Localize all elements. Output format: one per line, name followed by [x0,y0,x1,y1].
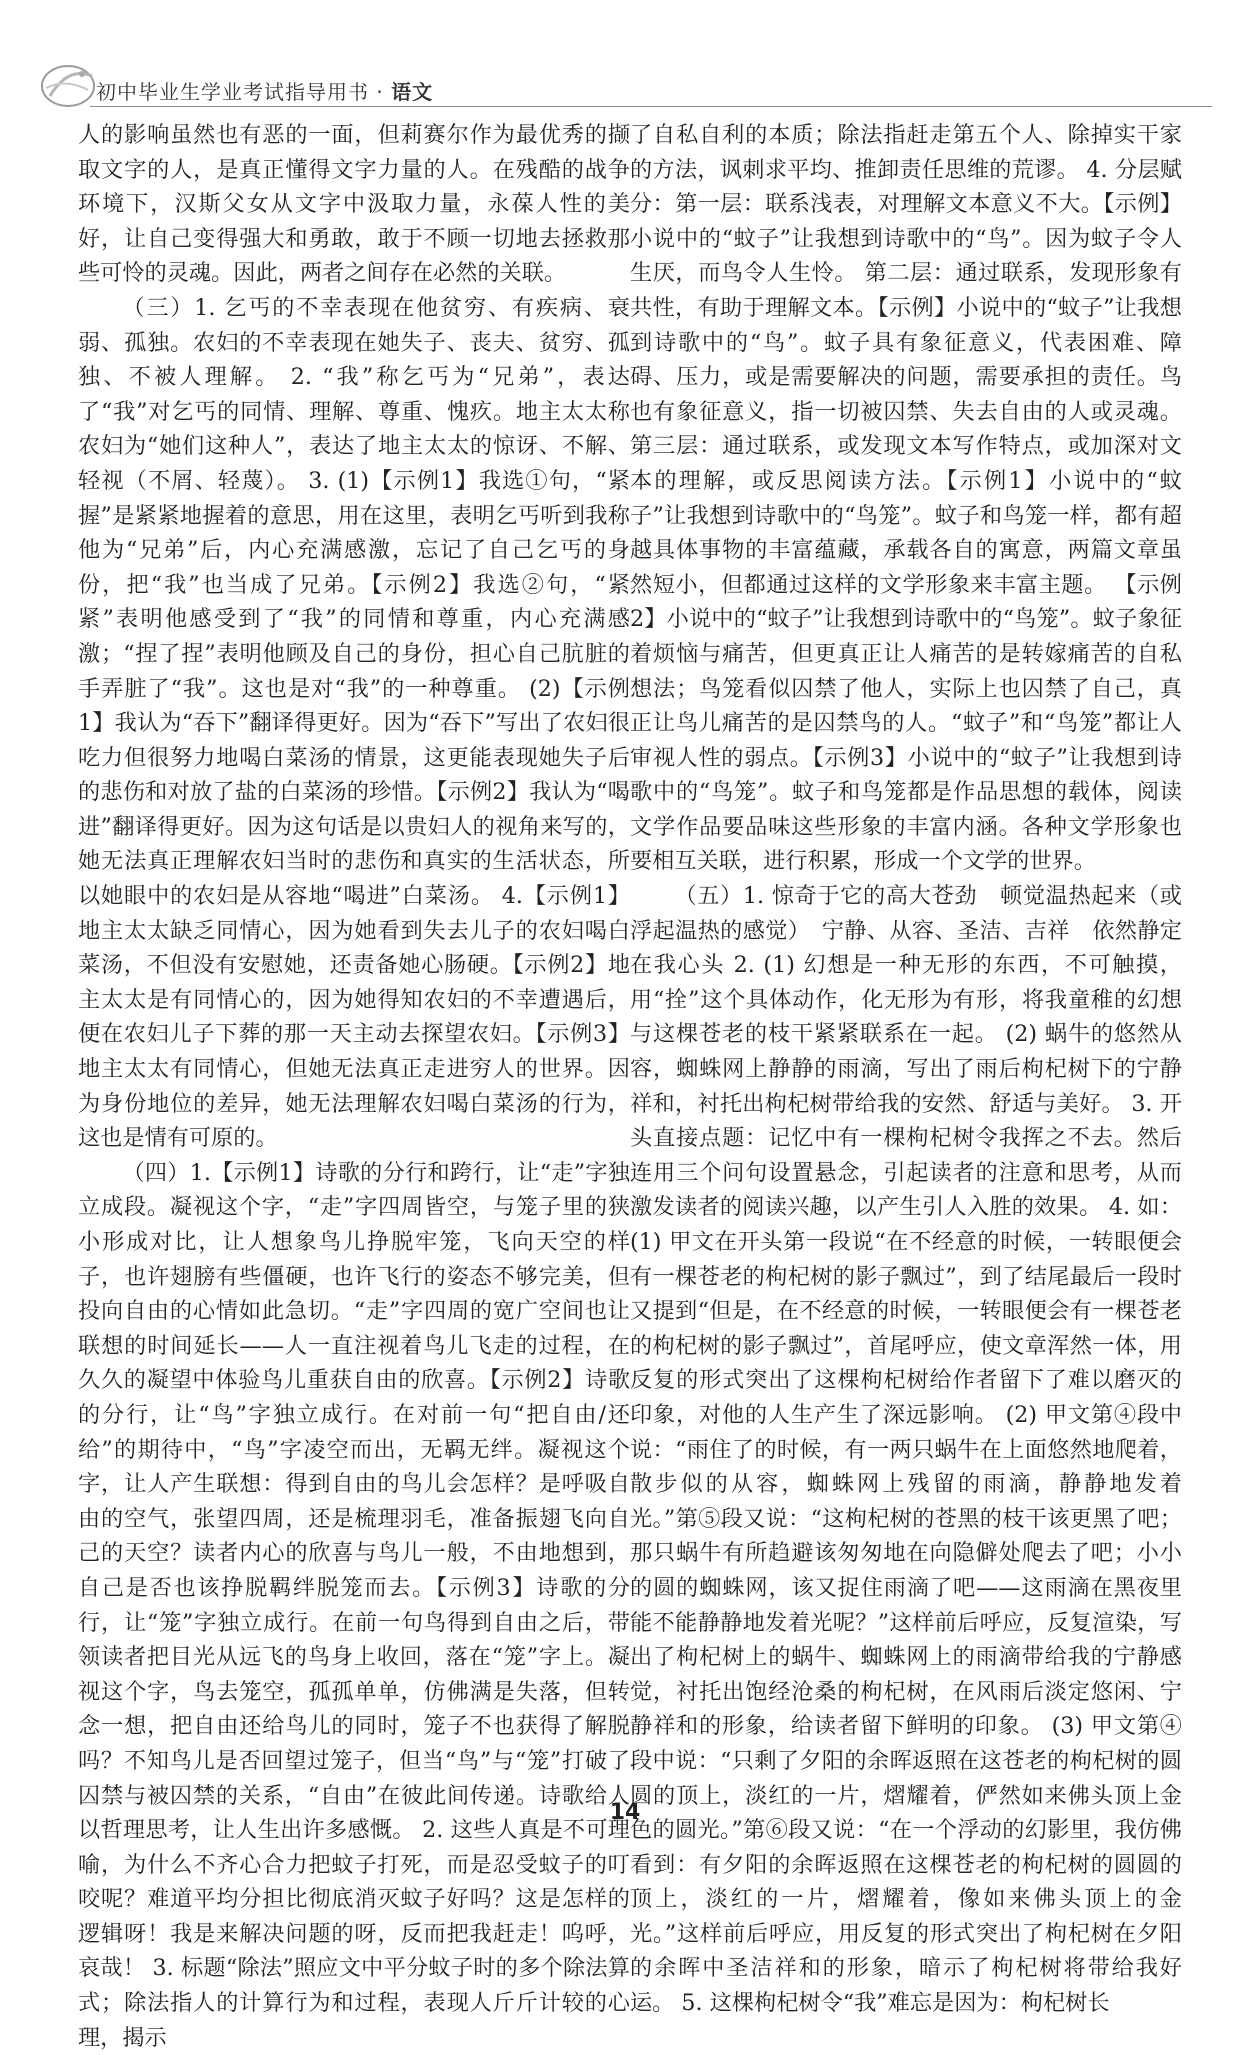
page-header [38,64,1212,110]
book-logo-icon [38,58,104,112]
paragraph: 了自私自利的本质；除法指赶走第五个人、除掉实干家的方法，讽刺求平均、推卸责任思维的荒谬。 4. 分层赋分：第一层：联系浅表，对理解文本意义不大。【示例】小说中的“蚊子”让我想到诗歌中的“鸟”。因为蚊子令人生厌，而鸟令人生怜。 第二层：通过联系，发现形象有共性，有助于理解文本。【示例】小说中的“蚊子”让我想到诗歌中的“鸟”。蚊子具有象征意义，代表困难、障碍、压力，或是需要解决的问题，需要承担的责任。鸟也有象征意义，指一切被囚禁、失去自由的人或灵魂。第三层：通过联系，或发现文本写作特点，或加深对文本的理解，或反思阅读方法。【示例1】小说中的“蚊子”让我想到诗歌中的“鸟笼”。蚊子和鸟笼一样，都有超越具体事物的丰富蕴藏，承载各自的寓意，两篇文章虽然短小，但都通过这样的文学形象来丰富主题。 【示例2】小说中的“蚊子”让我想到诗歌中的“鸟笼”。蚊子象征着烦恼与痛苦，但更真正让人痛苦的是转嫁痛苦的自私想法；鸟笼看似囚禁了他人，实际上也囚禁了自己，真正让鸟儿痛苦的是囚禁鸟的人。“蚊子”和“鸟笼”都让人审视人性的弱点。【示例3】小说中的“蚊子”让我想到诗歌中的“鸟笼”。蚊子和鸟笼都是作品思想的载体，阅读文学作品要品味这些形象的丰富内涵。各种文学形象也要相互关联，进行积累，形成一个文学的世界。 [630,122,1182,875]
page-number: 14 [609,1800,641,1825]
subject-label: 语文 [391,80,434,104]
paragraph: （五）1. 惊奇于它的高大苍劲 顿觉温热起来（或浮起温热的感觉） 宁静、从容、圣洁、吉祥 依然静定在我心头 2. (1) 幻想是一种无形的东西，不可触摸，用“拴”这个具体动作，化无形为有形，将我童稚的幻想与这棵苍老的枝干紧紧联系在一起。 (2) 蜗牛的悠然从容，蜘蛛网上静静的雨滴，写出了雨后枸杞树下的宁静祥和，衬托出枸杞树带给我的安然、舒适与美好。 3. 开头直接点题：记忆中有一棵枸杞树令我挥之不去。然后连用三个问句设置悬念，引起读者的注意和思考，从而激发读者的阅读兴趣，以产生引人入胜的效果。 4. 如：(1) 甲文在开头第一段说“在不经意的时候，一转眼便会有一棵苍老的枸杞树的影子飘过”，到了结尾最后一段时又提到“但是，在不经意的时候，一转眼便会有一棵苍老的枸杞树的影子飘过”，首尾呼应，使文章浑然一体，用反复的形式突出了这棵枸杞树给作者留下了难以磨灭的印象，对他的人生产生了深远影响。 (2) 甲文第④段中说：“雨住了的时候，有一两只蜗牛在上面悠然地爬着，散步似的从容，蜘蛛网上残留的雨滴，静静地发着光。”第⑤段又说：“这枸杞树的苍黑的枝干该更黑了吧；那只蜗牛有所趋避该匆匆地在向隐僻处爬去了吧；小小的圆的蜘蛛网，该又捉住雨滴了吧——这雨滴在黑夜里能不能静静地发着光呢？”这样前后呼应，反复渲染，写出了枸杞树上的蜗牛、蜘蛛网上的雨滴带给我的宁静感觉，衬托出饱经沧桑的枸杞树，在风雨后淡定悠闲、宁静祥和的形象，给读者留下鲜明的印象。 (3) 甲文第④段中说：“只剩了夕阳的余晖返照在这苍老的枸杞树的圆圆的顶上，淡红的一片，熠耀着，俨然如来佛头顶上金色的圆光。”第⑥段又说：“在一个浮动的幻影里，我仿佛看到：有夕阳的余晖返照在这棵苍老的枸杞树的圆圆的顶上，淡红的一片，熠耀着，像如来佛头顶上的金光。”这样前后呼应，用反复的形式突出了枸杞树在夕阳的余晖中圣洁祥和的形象，暗示了枸杞树将带给我好运。 5. 这棵枸杞树令“我”难忘是因为：枸杞树长 [630,883,1182,2017]
paragraph: （四）1.【示例1】诗歌的分行和跨行，让“走”字独立成段。凝视这个字，“走”字四周皆空，与笼子里的狭小形成对比，让人想象鸟儿挣脱牢笼，飞向天空的样子，也许翅膀有些僵硬，也许飞行的姿态不够完美，但投向自由的心情如此急切。“走”字四周的宽广空间也让联想的时间延长——人一直注视着鸟儿飞走的过程，在久久的凝望中体验鸟儿重获自由的欣喜。【示例2】诗歌的分行，让“鸟”字独立成行。在对前一句“把自由/还给”的期待中，“鸟”字凌空而出，无羁无绊。凝视这个字，让人产生联想：得到自由的鸟儿会怎样？是呼吸自由的空气，张望四周，还是梳理羽毛，准备振翅飞向自己的天空？读者内心的欣喜与鸟儿一般，不由地想到，自己是否也该挣脱羁绊脱笼而去。【示例3】诗歌的分行，让“笼”字独立成行。在前一句鸟得到自由之后，带领读者把目光从远飞的鸟身上收回，落在“笼”字上。凝视这个字，鸟去笼空，孤孤单单，仿佛满是失落，但转念一想，把自由还给鸟儿的同时，笼子不也获得了解脱吗？不知鸟儿是否回望过笼子，但当“鸟”与“笼”打破了囚禁与被囚禁的关系，“自由”在彼此间传递。诗歌给人以哲理思考，让人生出许多感慨。 2. 这些人真是不可理喻，为什么不齐心合力把蚊子打死，而是忍受蚊子的叮咬呢？难道平均分担比彻底消灭蚊子好吗？这是怎样的逻辑呀！我是来解决问题的呀，反而把我赶走！呜呼，哀哉！ 3. 标题“除法”照应文中平分蚊子时的多个除法算式；除法指人的计算行为和过程，表现人斤斤计较的心理，揭示 [78,1159,630,2051]
paragraph: （三）1. 乞丐的不幸表现在他贫穷、有疾病、衰弱、孤独。农妇的不幸表现在她失子、丧夫、贫穷、孤独、不被人理解。 2. “我”称乞丐为“兄弟”，表达了“我”对乞丐的同情、理解、尊重、愧疚。地主太太称农妇为“她们这种人”，表达了地主太太的惊讶、不解、轻视（不屑、轻蔑）。 3. (1)【示例1】我选①句，“紧握”是紧紧地握着的意思，用在这里，表明乞丐听到我称他为“兄弟”后，内心充满感激，忘记了自己乞丐的身份，把“我”也当成了兄弟。【示例2】我选②句，“紧紧”表明他感受到了“我”的同情和尊重，内心充满感激；“捏了捏”表明他顾及自己的身份，担心自己肮脏的手弄脏了“我”。这也是对“我”的一种尊重。 (2)【示例1】我认为“吞下”翻译得更好。因为“吞下”写出了农妇很吃力但很努力地喝白菜汤的情景，这更能表现她失子后的悲伤和对放了盐的白菜汤的珍惜。【示例2】我认为“喝进”翻译得更好。因为这句话是以贵妇人的视角来写的，她无法真正理解农妇当时的悲伤和真实的生活状态，所以她眼中的农妇是从容地“喝进”白菜汤。 4.【示例1】地主太太缺乏同情心，因为她看到失去儿子的农妇喝白菜汤，不但没有安慰她，还责备她心肠硬。【示例2】地主太太是有同情心的，因为她得知农妇的不幸遭遇后，便在农妇儿子下葬的那一天主动去探望农妇。【示例3】地主太太有同情心，但她无法真正走进穷人的世界。因为身份地位的差异，她无法理解农妇喝白菜汤的行为，这也是情有可原的。 [78,294,631,1152]
header-divider [90,106,1212,107]
right-column [630,118,1182,2021]
book-title [96,76,433,105]
paragraph: 人的影响虽然也有恶的一面，但莉赛尔作为最优秀的撷取文字的人，是真正懂得文字力量的人。在残酷的战争环境下，汉斯父女从文字中汲取力量，永葆人性的美好，让自己变得强大和勇敢，敢于不顾一切地去拯救那些可怜的灵魂。因此，两者之间存在必然的关联。 [78,122,630,287]
left-column [78,118,630,2055]
book-title-text: 初中毕业生学业考试指导用书 · [96,80,392,104]
